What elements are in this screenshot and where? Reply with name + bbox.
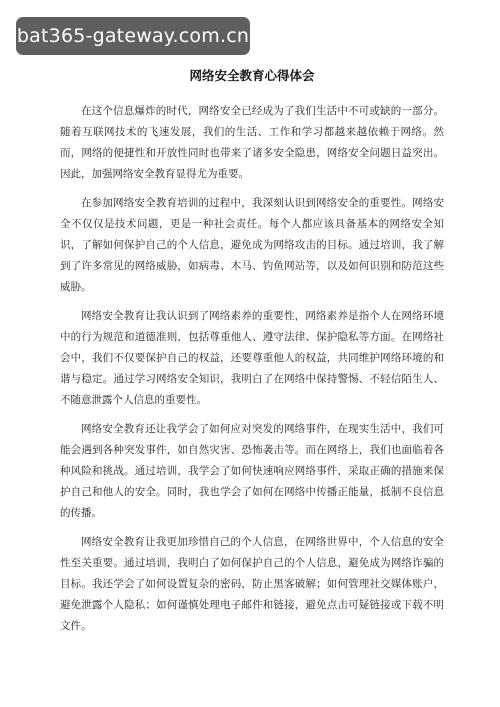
document-page (60, 67, 444, 645)
paragraph-5: 网络安全教育让我更加珍惜自己的个人信息，在网络世界中，个人信息的安全性至关重要。通过培训，我明白了如何保护自己的个人信息，避免成为网络诈骗的目标。我还学会了如何设置复杂的密码，防止黑客破解；如何管理社交媒体账户，避免泄露个人隐私；如何谨慎处理电子邮件和链接，避免点击可疑链接或下载不明文件。 (60, 536, 444, 632)
watermark-banner (16, 17, 250, 55)
paragraph-4: 网络安全教育还让我学会了如何应对突发的网络事件，在现实生活中，我们可能会遇到各种突发事件，如自然灾害、恐怖袭击等。而在网络上，我们也面临着各种风险和挑战。通过培训，我学会了如何快速响应网络事件，采取正确的措施来保护自己和他人的安全。同时，我也学会了如何在网络中传播正能量，抵制不良信息的传播。 (60, 423, 444, 519)
paragraph-1: 在这个信息爆炸的时代，网络安全已经成为了我们生活中不可或缺的一部分。随着互联网技术的飞速发展，我们的生活、工作和学习都越来越依赖于网络。然而，网络的便捷性和开放性同时也带来了诸多安全隐患，网络安全问题日益突出。因此，加强网络安全教育显得尤为重要。 (60, 105, 444, 180)
document-title: 网络安全教育心得体会 (189, 68, 315, 83)
watermark-text: bat365-gateway.com.cn (16, 25, 250, 47)
paragraph-3: 网络安全教育让我认识到了网络素养的重要性，网络素养是指个人在网络环境中的行为规范和道德准则，包括尊重他人、遵守法律、保护隐私等方面。在网络社会中，我们不仅要保护自己的权益，还要尊重他人的权益，共同维护网络环境的和谐与稳定。通过学习网络安全知识，我明白了在网络中保持警惕、不轻信陌生人、不随意泄露个人信息的重要性。 (60, 310, 444, 406)
paragraph-2: 在参加网络安全教育培训的过程中，我深刻认识到网络安全的重要性。网络安全不仅仅是技术问题，更是一种社会责任。每个人都应该具备基本的网络安全知识，了解如何保护自己的个人信息，避免成为网络攻击的目标。通过培训，我了解到了许多常见的网络威胁，如病毒、木马、钓鱼网站等，以及如何识别和防范这些威胁。 (60, 197, 444, 293)
